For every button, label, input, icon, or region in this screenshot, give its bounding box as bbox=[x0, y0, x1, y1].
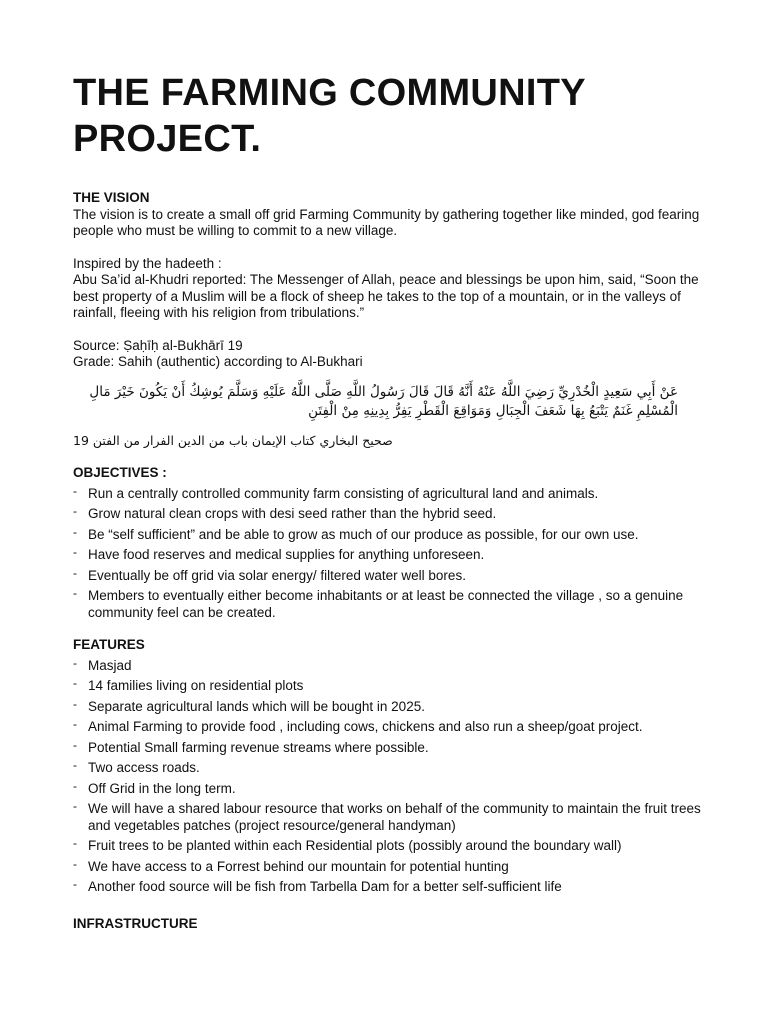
list-item: - Animal Farming to provide food , including cows, chickens and also run a sheep/goat project. bbox=[73, 719, 713, 736]
vision-heading: THE VISION bbox=[73, 190, 150, 205]
hadeeth-grade: Grade: Sahih (authentic) according to Al-Bukhari bbox=[73, 354, 363, 369]
list-item: - We have access to a Forrest behind our mountain for potential hunting bbox=[73, 859, 713, 876]
features-list bbox=[73, 658, 713, 896]
list-item: - Separate agricultural lands which will be bought in 2025. bbox=[73, 699, 713, 716]
list-item: - Potential Small farming revenue streams where possible. bbox=[73, 740, 713, 757]
list-item: - Members to eventually either become inhabitants or at least be connected the village , so a genuine community feel can be created. bbox=[73, 588, 713, 621]
list-item: - Eventually be off grid via solar energy/ filtered water well bores. bbox=[73, 568, 713, 585]
title-line-2: PROJECT. bbox=[73, 118, 262, 160]
hadeeth-arabic: عَنْ أَبِي سَعِيدٍ الْخُدْرِيِّ رَضِيَ اللَّهُ عَنْهُ أَنَّهُ قَالَ قَالَ رَسُولُ اللَّهِ صَلَّى اللَّهُ عَلَيْهِ وَسَلَّمَ يُوشِكُ أَنْ يَكُونَ خَيْرَ مَالِ الْمُسْلِمِ غَنَمٌ يَتْبَعُ بِهَا شَعَفَ الْجِبَالِ وَمَوَاقِعَ الْقَطْرِ يَفِرُّ بِدِينِهِ مِنْ الْفِتَنِ bbox=[89, 383, 678, 419]
list-item: - Run a centrally controlled community farm consisting of agricultural land and animals. bbox=[73, 486, 713, 503]
hadeeth-intro: Inspired by the hadeeth : bbox=[73, 255, 222, 271]
list-item: - Masjad bbox=[73, 658, 713, 675]
title-line-1: THE FARMING COMMUNITY bbox=[73, 72, 586, 114]
list-item: - We will have a shared labour resource that works on behalf of the community to maintain the fruit trees and vegetables patches (project resource/general handyman) bbox=[73, 801, 713, 834]
hadeeth-source: Source: Ṣaḥīḥ al-Bukhārī 19 bbox=[73, 337, 243, 353]
hadeeth-arabic-reference: صحيح البخاري كتاب الإيمان باب من الدين الفرار من الفتن 19 bbox=[73, 432, 393, 448]
list-item: - Another food source will be fish from Tarbella Dam for a better self-sufficient life bbox=[73, 879, 713, 896]
page-title bbox=[73, 70, 713, 162]
list-item: - Have food reserves and medical supplies for anything unforeseen. bbox=[73, 547, 713, 564]
objectives-list bbox=[73, 486, 713, 622]
objectives-heading: OBJECTIVES : bbox=[73, 465, 167, 480]
hadeeth-text: Abu Sa’id al-Khudri reported: The Messenger of Allah, peace and blessings be upon him, said, “Soon the best property of a Muslim will be a flock of sheep he takes to the top of a mountain, or in the valleys of rainfall, fleeing with his religion from tribulations.” bbox=[73, 272, 699, 320]
list-item: - 14 families living on residential plots bbox=[73, 678, 713, 695]
vision-text: The vision is to create a small off grid Farming Community by gathering together like minded, god fearing people who must be willing to commit to a new village. bbox=[73, 206, 700, 238]
features-heading: FEATURES bbox=[73, 637, 145, 652]
list-item: - Two access roads. bbox=[73, 760, 713, 777]
list-item: - Grow natural clean crops with desi seed rather than the hybrid seed. bbox=[73, 506, 713, 523]
infrastructure-heading: INFRASTRUCTURE bbox=[73, 915, 198, 931]
list-item: - Be “self sufficient” and be able to grow as much of our produce as possible, for our own use. bbox=[73, 527, 713, 544]
document-body bbox=[73, 190, 713, 932]
list-item: - Off Grid in the long term. bbox=[73, 781, 713, 798]
list-item: - Fruit trees to be planted within each Residential plots (possibly around the boundary wall) bbox=[73, 838, 713, 855]
